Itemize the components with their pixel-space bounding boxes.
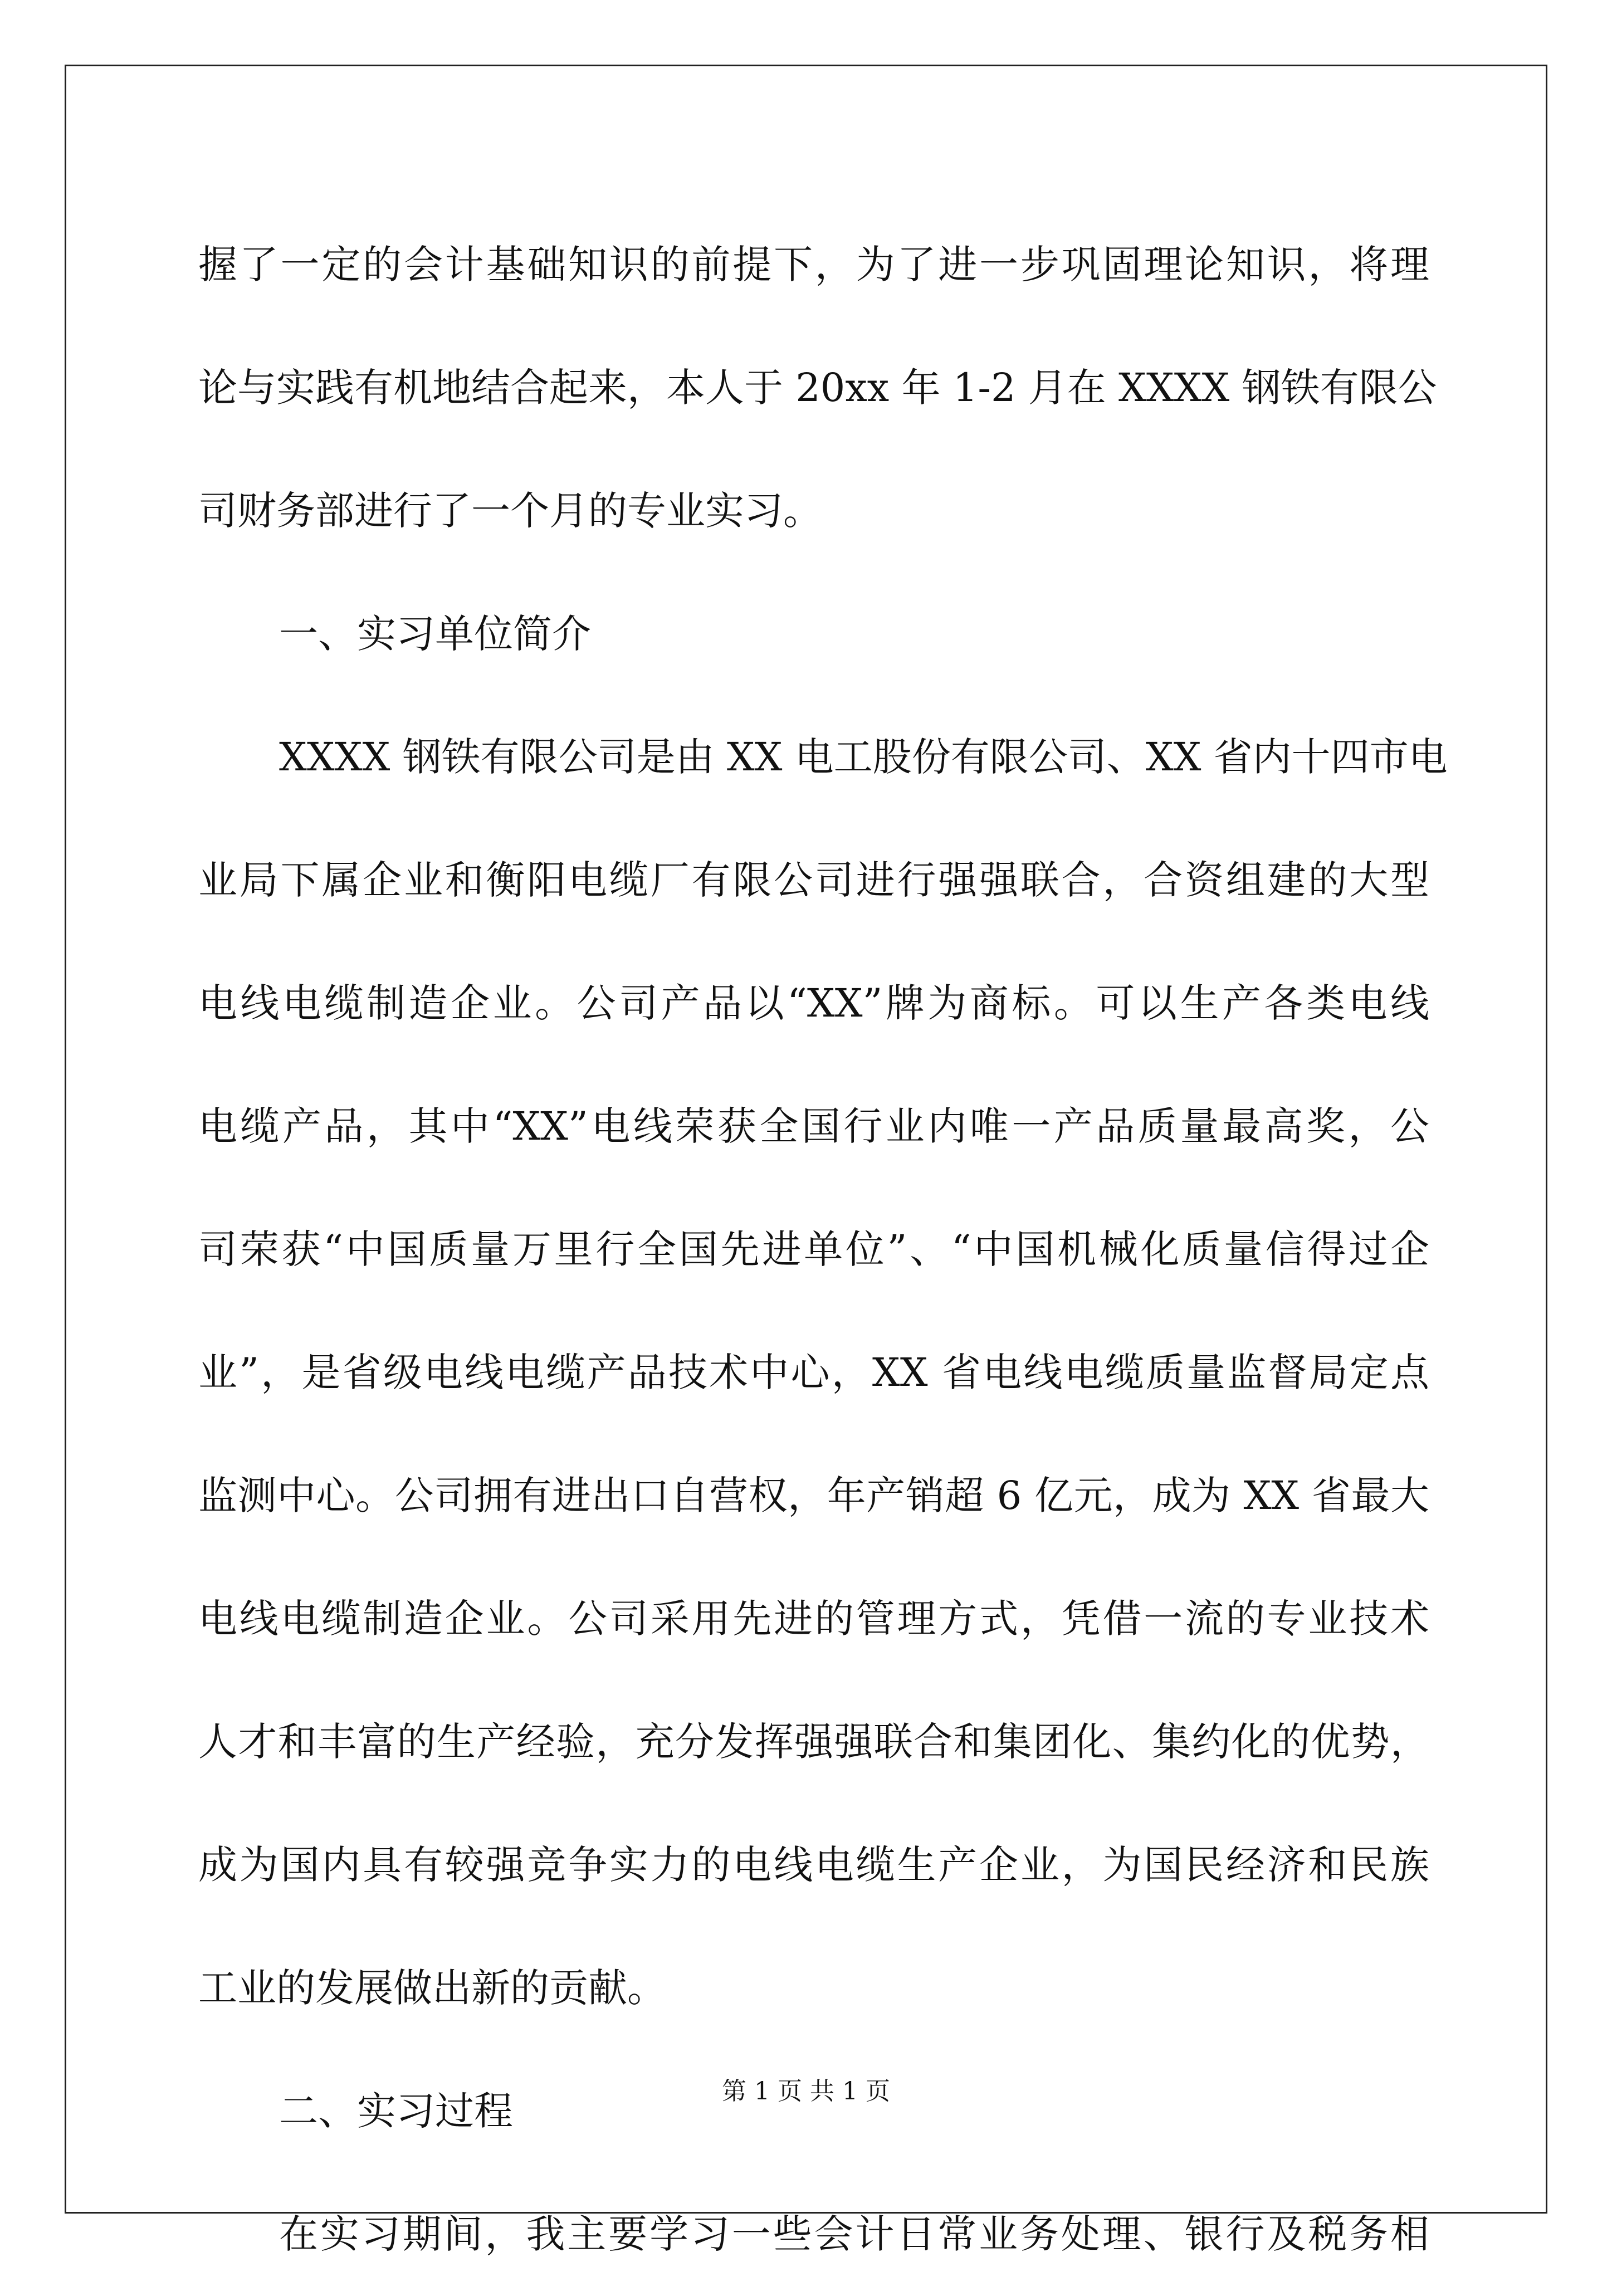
text-line: 监测中心。公司拥有进出口自营权，年产销超 6 亿元，成为 XX 省最大: [198, 1473, 1429, 1518]
text-line: 电线电缆制造企业。公司产品以“XX”牌为商标。可以生产各类电线: [198, 980, 1429, 1026]
section-heading: 二、实习过程: [279, 2088, 513, 2134]
section-heading: 一、实习单位简介: [279, 611, 591, 657]
page-number-footer: 第 1 页 共 1 页: [722, 2077, 890, 2106]
text-line: 工业的发展做出新的贡献。: [198, 1965, 666, 2011]
text-line: 在实习期间，我主要学习一些会计日常业务处理、银行及税务相: [279, 2211, 1429, 2257]
text-line: 握了一定的会计基础知识的前提下，为了进一步巩固理论知识，将理: [198, 242, 1429, 287]
text-line: 司财务部进行了一个月的专业实习。: [198, 488, 822, 534]
text-line: 人才和丰富的生产经验，充分发挥强强联合和集团化、集约化的优势，: [198, 1719, 1429, 1765]
text-line: 司荣获“中国质量万里行全国先进单位”、“中国机械化质量信得过企: [198, 1227, 1429, 1272]
text-line: XXXX 钢铁有限公司是由 XX 电工股份有限公司、XX 省内十四市电: [279, 734, 1448, 780]
text-line: 成为国内具有较强竞争实力的电线电缆生产企业，为国民经济和民族: [198, 1842, 1429, 1888]
text-line: 电线电缆制造企业。公司采用先进的管理方式，凭借一流的专业技术: [198, 1596, 1429, 1642]
text-line: 论与实践有机地结合起来，本人于 20xx 年 1-2 月在 XXXX 钢铁有限公: [198, 365, 1437, 411]
text-line: 业”，是省级电线电缆产品技术中心，XX 省电线电缆质量监督局定点: [198, 1350, 1429, 1395]
text-line: 业局下属企业和衡阳电缆厂有限公司进行强强联合，合资组建的大型: [198, 857, 1429, 903]
document-body: [198, 203, 1448, 2296]
text-line: 电缆产品，其中“XX”电线荣获全国行业内唯一产品质量最高奖，公: [198, 1103, 1429, 1149]
